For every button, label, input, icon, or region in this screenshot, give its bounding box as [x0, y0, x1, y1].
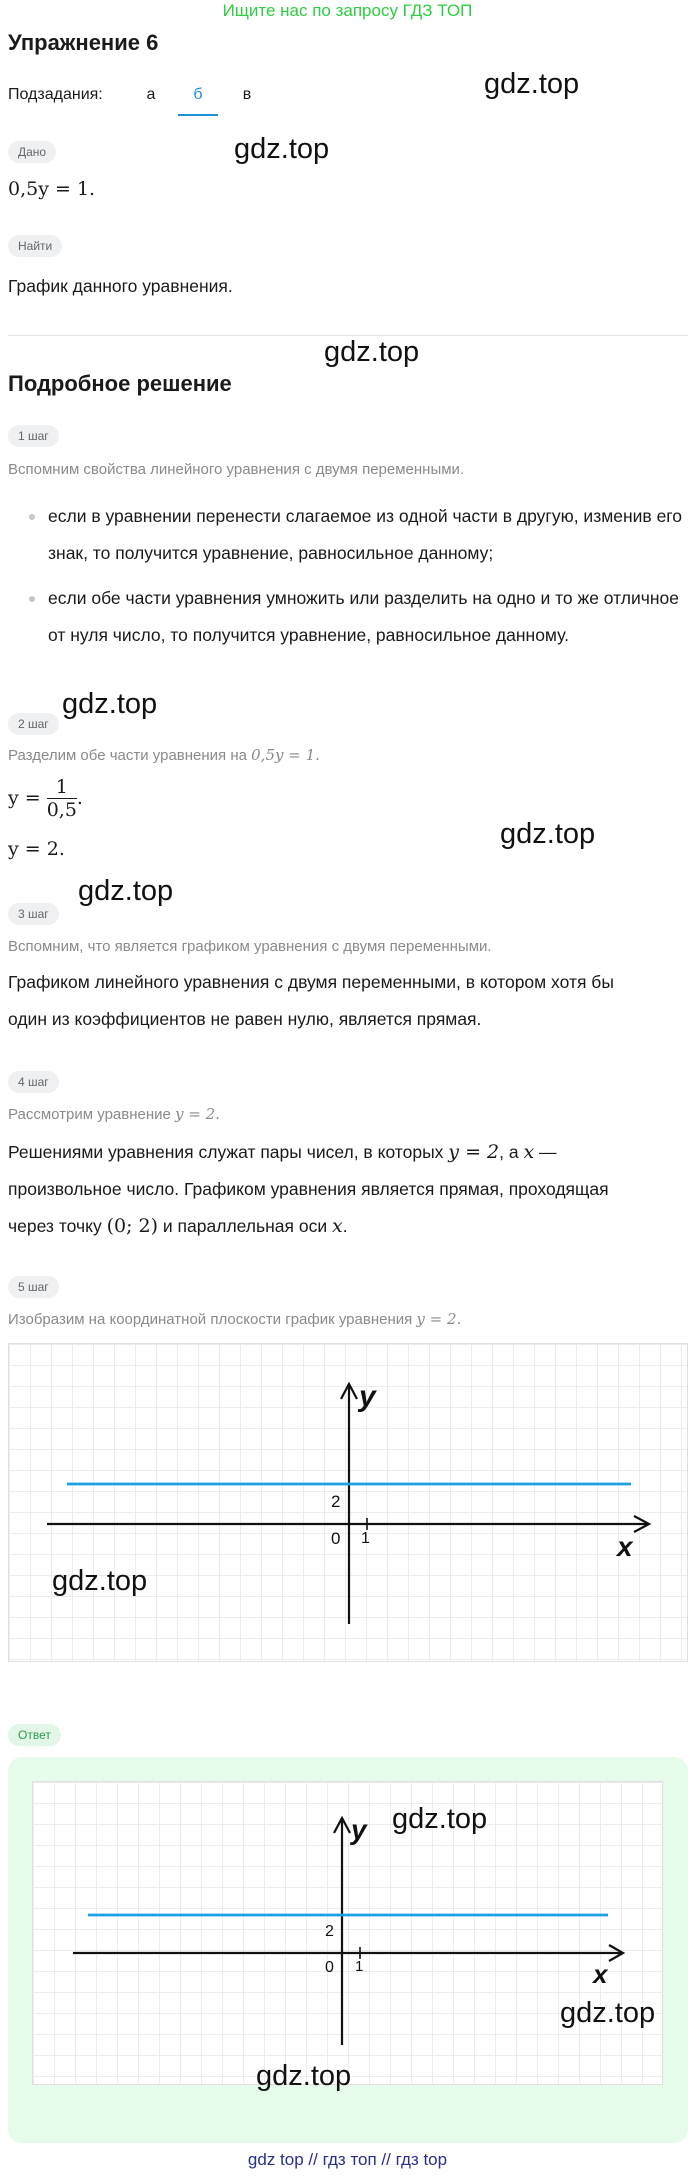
coordinate-graph: [8, 1343, 688, 1662]
find-text: График данного уравнения.: [8, 276, 233, 296]
watermark: gdz.top: [256, 2060, 352, 2092]
answer-graph-svg: [33, 1782, 664, 2086]
x-tick-label: 1: [355, 1958, 364, 1975]
watermark: gdz.top: [560, 1997, 656, 2029]
tab-b[interactable]: б: [193, 86, 203, 103]
footer-links[interactable]: gdz top // гдз топ // гдз top: [247, 2150, 448, 2169]
step5-intro: Изобразим на координатной плоскости график уравнения y = 2.: [8, 1310, 462, 1328]
origin-label: 0: [331, 1529, 341, 1548]
given-chip: Дано: [8, 141, 56, 163]
watermark: gdz.top: [392, 1803, 488, 1835]
fraction: $\frac{1}{0,5}$: [46, 775, 77, 821]
step4-text-line2: произвольное число. Графиком уравнения является прямая, проходящая: [8, 1179, 609, 1199]
step3-text-line2: один из коэффициентов не равен нулю, является прямая.: [8, 1009, 482, 1029]
watermark: gdz.top: [500, 818, 596, 850]
step4-intro: Рассмотрим уравнение y = 2.: [8, 1105, 220, 1123]
answer-chip: Ответ: [8, 1724, 61, 1746]
y-tick-label: 2: [325, 1923, 334, 1940]
watermark: gdz.top: [234, 133, 330, 165]
step4-text-line1: Решениями уравнения служат пары чисел, в которых y = 2, а x —: [8, 1141, 557, 1163]
watermark: gdz.top: [324, 336, 420, 368]
watermark: gdz.top: [62, 688, 158, 720]
search-banner[interactable]: Ищите нас по запросу ГДЗ ТОП: [222, 1, 473, 20]
find-chip: Найти: [8, 235, 62, 257]
origin-label: 0: [325, 1959, 334, 1976]
y-axis-label: y: [351, 1814, 367, 1845]
graph-svg: [9, 1344, 689, 1663]
x-axis-label: x: [617, 1531, 633, 1562]
step4-chip: 4 шаг: [8, 1071, 59, 1093]
step5-chip: 5 шаг: [8, 1276, 59, 1298]
step2-equation-fraction: y = $\frac{1}{0,5}$ .: [8, 775, 83, 821]
active-tab-indicator: [178, 114, 218, 116]
page-title: Упражнение 6: [8, 30, 159, 55]
list-item: если в уравнении перенести слагаемое из одной части в другую, изменив его знак, то получится уравнение, равносильное данному;: [8, 498, 688, 572]
step3-intro: Вспомним, что является графиком уравнения с двумя переменными.: [8, 938, 492, 955]
step1-bullet-list: [8, 498, 688, 654]
step1-chip: 1 шаг: [8, 425, 59, 447]
step2-result: y = 2.: [8, 838, 65, 860]
subtasks-label: Подзадания:: [8, 86, 103, 103]
step2-intro: Разделим обе части уравнения на 0,5y = 1.: [8, 746, 320, 764]
solution-title: Подробное решение: [8, 371, 232, 396]
step3-chip: 3 шаг: [8, 903, 59, 925]
step2-chip: 2 шаг: [8, 713, 59, 735]
tab-a[interactable]: а: [146, 86, 156, 103]
watermark: gdz.top: [484, 68, 580, 100]
tab-v[interactable]: в: [242, 86, 252, 103]
watermark: gdz.top: [78, 875, 174, 907]
list-item: если обе части уравнения умножить или разделить на одно и то же отличное от нуля число, то получится уравнение, равносильное данному.: [8, 580, 688, 654]
x-axis-label: x: [593, 1959, 608, 1989]
y-tick-label: 2: [331, 1492, 341, 1511]
step3-text-line1: Графиком линейного уравнения с двумя переменными, в котором хотя бы: [8, 972, 614, 992]
step4-text-line3: через точку (0; 2) и параллельная оси x.: [8, 1215, 348, 1237]
y-axis-label: y: [359, 1380, 376, 1413]
answer-graph: [32, 1781, 663, 2085]
step1-intro: Вспомним свойства линейного уравнения с двумя переменными.: [8, 461, 465, 478]
watermark: gdz.top: [52, 1565, 148, 1597]
given-formula: 0,5y = 1.: [8, 178, 96, 200]
x-tick-label: 1: [361, 1530, 370, 1547]
